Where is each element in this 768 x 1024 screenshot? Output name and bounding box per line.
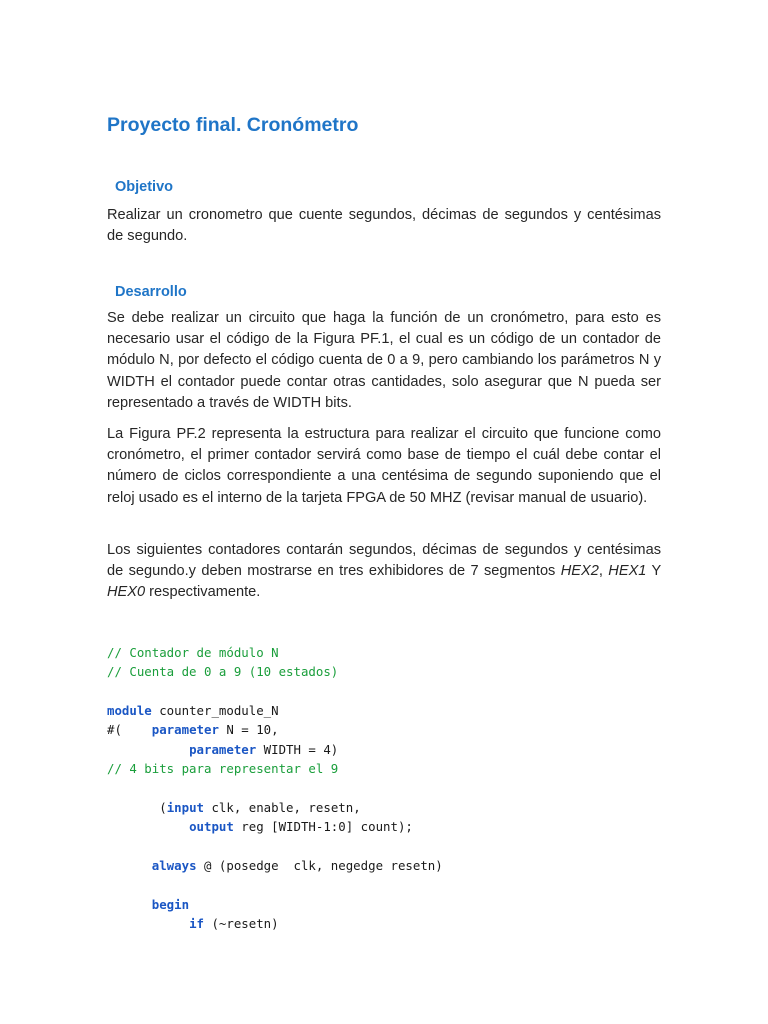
code-text: N = 10, [218, 722, 279, 738]
code-line [107, 798, 361, 817]
code-line [107, 817, 413, 836]
code-line [107, 759, 338, 778]
code-comment: // Contador de módulo N [107, 645, 279, 660]
section-heading-objetivo: Objetivo [115, 179, 174, 195]
code-comment: // Cuenta de 0 a 9 (10 estados) [107, 664, 339, 680]
code-keyword: input [166, 799, 204, 815]
objetivo-paragraph: Realizar un cronometro que cuente segundos, décimas de segundos y centésimas de segundo. [107, 207, 661, 245]
code-text: WIDTH = 4) [256, 741, 339, 757]
code-text: @ (posedge clk, negedge resetn) [196, 857, 443, 873]
separator: Y [646, 563, 662, 580]
code-keyword: begin [151, 896, 190, 912]
code-text [107, 742, 189, 757]
code-text [107, 897, 152, 912]
code-keyword: output [189, 819, 234, 835]
code-text [107, 819, 189, 834]
code-line [107, 643, 279, 662]
code-line [107, 914, 279, 933]
code-keyword: parameter [189, 741, 257, 757]
code-comment: // 4 bits para representar el 9 [107, 761, 339, 777]
separator: , [598, 563, 609, 580]
code-line [107, 720, 279, 739]
paragraph-text: Los siguientes contadores contarán segundos, décimas de segundos y centésimas de segundo.y deben mostrarse en tres exhibidores de 7 segmentos [107, 542, 661, 580]
desarrollo-paragraph-3 [107, 540, 661, 604]
code-keyword: if [189, 915, 204, 931]
paragraph-text: respectivamente. [145, 584, 261, 601]
code-keyword: always [151, 857, 197, 873]
code-line [107, 740, 338, 759]
code-text: ( [107, 799, 167, 815]
code-line [107, 895, 189, 914]
code-line [107, 701, 279, 720]
hex0-label: HEX0 [107, 584, 146, 601]
code-text: counter_module_N [151, 703, 279, 719]
code-text [107, 858, 152, 873]
code-keyword: parameter [151, 722, 219, 738]
code-text [107, 916, 189, 931]
hex2-label: HEX2 [560, 563, 599, 580]
code-line [107, 662, 338, 681]
desarrollo-paragraph-1: Se debe realizar un circuito que haga la función de un cronómetro, para esto es necesario usar el código de la Figura PF.1, el cual es un código de un contador de módulo N, por defecto el código cuenta de 0 a 9, pero cambiando los parámetros N y WIDTH el contador puede contar otras cantidades, solo asegurar que N pueda ser representado a través de WIDTH bits. [107, 310, 661, 411]
document-title: Proyecto final. Cronómetro [107, 114, 359, 136]
section-heading-desarrollo: Desarrollo [115, 284, 187, 300]
code-text: (~resetn) [203, 915, 279, 931]
code-keyword: module [107, 703, 152, 719]
desarrollo-paragraph-2: La Figura PF.2 representa la estructura para realizar el circuito que funcione como cronómetro, el primer contador servirá como base de tiempo el cuál debe contar el número de ciclos correspondiente a una centésima de segundo suponiendo que el reloj usado es el interno de la tarjeta FPGA de 50 MHZ (revisar manual de usuario). [107, 426, 661, 506]
hex1-label: HEX1 [608, 563, 647, 580]
code-line [107, 856, 443, 875]
code-text: clk, enable, resetn, [204, 799, 361, 815]
code-text: reg [WIDTH-1:0] count); [233, 819, 413, 835]
code-text: #( [107, 722, 152, 738]
